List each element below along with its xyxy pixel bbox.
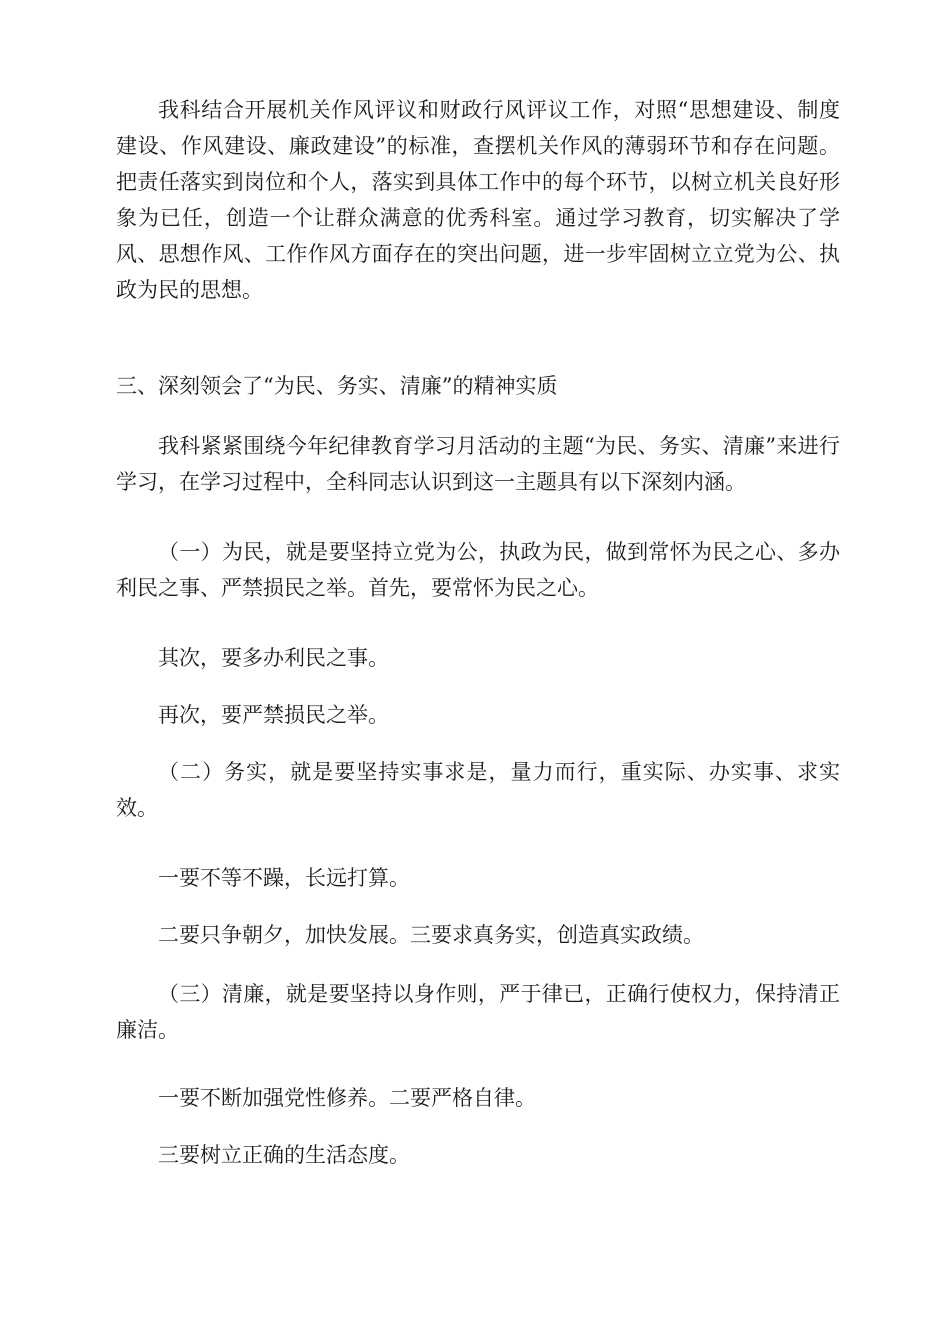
- paragraph-life-attitude: [116, 1137, 840, 1173]
- paragraph-text: （二）务实，就是要坚持实事求是，量力而行，重实际、办实事、求实效。: [116, 760, 840, 820]
- paragraph-text: 我科结合开展机关作风评议和财政行风评议工作，对照“思想建设、制度建设、作风建设、廉政建设”的标准，查摆机关作风的薄弱环节和存在问题。把责任落实到岗位和个人，落实到具体工作中的每个环节，以树立机关良好形象为已任，创造一个让群众满意的优秀科室。通过学习教育，切实解决了学风、思想作风、工作作风方面存在的突出问题，进一步牢固树立立党为公、执政为民的思想。: [116, 98, 840, 302]
- section-heading-three: [116, 368, 840, 404]
- paragraph-self-discipline: [116, 1080, 840, 1116]
- paragraph-point-one: [116, 860, 840, 896]
- paragraph-text: 一要不等不躁，长远打算。: [158, 866, 410, 890]
- paragraph-text: 其次，要多办利民之事。: [158, 646, 389, 670]
- paragraph-secondly: [116, 640, 840, 676]
- paragraph-thirdly: [116, 697, 840, 733]
- paragraph-text: 我科紧紧围绕今年纪律教育学习月活动的主题“为民、务实、清廉”来进行学习，在学习过程中，全科同志认识到这一主题具有以下深刻内涵。: [116, 434, 840, 494]
- paragraph-pragmatic: [116, 754, 840, 826]
- paragraph-text: 三要树立正确的生活态度。: [158, 1143, 410, 1167]
- paragraph-text: 一要不断加强党性修养。二要严格自律。: [158, 1086, 536, 1110]
- paragraph-text: （三）清廉，就是要坚持以身作则，严于律已，正确行使权力，保持清正廉洁。: [116, 982, 840, 1042]
- paragraph-text: （一）为民，就是要坚持立党为公，执政为民，做到常怀为民之心、多办利民之事、严禁损民之举。首先，要常怀为民之心。: [116, 540, 840, 600]
- paragraph-work-style-review: [116, 92, 840, 308]
- section-heading-text: 三、深刻领会了“为民、务实、清廉”的精神实质: [116, 374, 558, 398]
- paragraph-for-the-people: [116, 534, 840, 606]
- paragraph-clean: [116, 976, 840, 1048]
- paragraph-text: 再次，要严禁损民之举。: [158, 703, 389, 727]
- paragraph-theme-intro: [116, 428, 840, 500]
- paragraph-point-two-three: [116, 917, 840, 953]
- paragraph-text: 二要只争朝夕，加快发展。三要求真务实，创造真实政绩。: [158, 923, 704, 947]
